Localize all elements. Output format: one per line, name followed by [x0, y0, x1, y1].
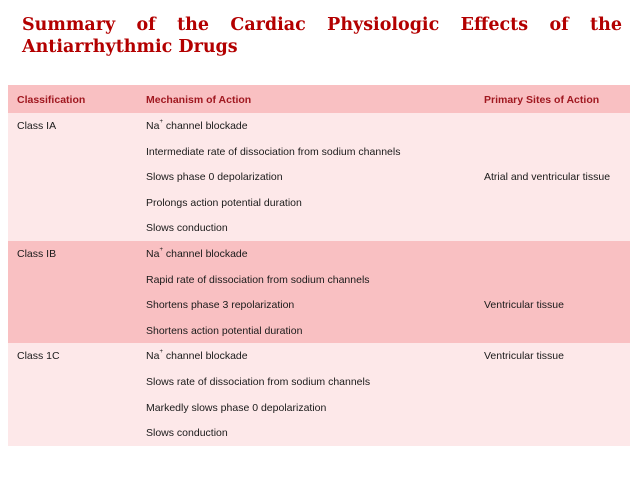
mechanism-text-rest: channel blockade	[162, 120, 248, 132]
mechanism-cell	[146, 248, 248, 260]
superscript-charge: +	[159, 119, 163, 125]
mechanism-text: Shortens action potential duration	[146, 324, 303, 337]
classification-cell: Class IB	[17, 247, 57, 260]
header-primary-sites: Primary Sites of Action	[484, 94, 600, 106]
mechanism-text-rest: channel blockade	[162, 247, 248, 260]
mechanism-text-rest: channel blockade	[162, 350, 248, 363]
mechanism-text: Na	[146, 120, 160, 132]
primary-site-cell: Ventricular tissue	[484, 299, 564, 312]
table-row	[8, 318, 630, 344]
class-group	[8, 343, 630, 445]
mechanism-cell	[146, 171, 283, 183]
primary-site-cell: Atrial and ventricular tissue	[484, 171, 611, 184]
header-classification: Classification	[17, 94, 86, 106]
mechanism-cell	[146, 325, 302, 337]
slide-title-line-1	[22, 14, 622, 36]
mechanism-text: Shortens phase 3 repolarization	[146, 299, 295, 312]
mechanism-cell	[146, 427, 228, 439]
table-row	[8, 267, 630, 293]
table-row	[8, 292, 630, 318]
title-word: the	[590, 15, 622, 35]
table-row	[8, 139, 630, 165]
mechanism-cell	[146, 299, 294, 311]
table-row	[8, 420, 630, 446]
mechanism-cell	[146, 197, 302, 209]
mechanism-text: Na	[146, 247, 160, 260]
table-row	[8, 215, 630, 241]
table-row	[8, 369, 630, 395]
table-row	[8, 343, 630, 369]
mechanism-cell	[146, 376, 370, 388]
superscript-charge: +	[159, 349, 163, 356]
title-word: Cardiac	[230, 15, 306, 35]
mechanism-text: Slows rate of dissociation from sodium channels	[146, 375, 371, 388]
mechanism-text: Na	[146, 350, 160, 363]
mechanism-cell	[146, 146, 400, 158]
table-header-row	[8, 85, 630, 113]
mechanism-text: Slows conduction	[146, 222, 228, 235]
class-group	[8, 241, 630, 343]
mechanism-cell	[146, 222, 228, 234]
mechanism-text: Rapid rate of dissociation from sodium channels	[146, 273, 370, 286]
mechanism-cell	[146, 402, 326, 414]
mechanism-text: Intermediate rate of dissociation from sodium channels	[146, 145, 401, 158]
table-row	[8, 190, 630, 216]
primary-site-cell: Ventricular tissue	[484, 350, 564, 363]
table-row	[8, 241, 630, 267]
mechanism-cell	[146, 350, 248, 362]
mechanism-text: Markedly slows phase 0 depolarization	[146, 401, 327, 414]
antiarrhythmic-table	[8, 85, 630, 446]
title-word: of	[549, 15, 569, 35]
slide-title-line-2: Antiarrhythmic Drugs	[22, 37, 238, 57]
header-mechanism: Mechanism of Action	[146, 94, 252, 106]
title-word: Effects	[460, 15, 529, 35]
superscript-charge: +	[159, 246, 163, 253]
title-word: Summary	[22, 15, 116, 35]
table-row	[8, 113, 630, 139]
slide-title	[22, 14, 622, 58]
mechanism-text: Prolongs action potential duration	[146, 196, 302, 209]
mechanism-cell	[146, 120, 248, 132]
table-body	[8, 113, 630, 446]
classification-cell: Class 1C	[17, 350, 60, 363]
table-row	[8, 164, 630, 190]
classification-cell: Class IA	[17, 120, 57, 132]
title-word: Physiologic	[327, 15, 440, 35]
mechanism-text: Slows conduction	[146, 427, 228, 440]
mechanism-cell	[146, 274, 370, 286]
table-row	[8, 395, 630, 421]
class-group	[8, 113, 630, 241]
title-word: the	[177, 15, 210, 35]
mechanism-text: Slows phase 0 depolarization	[146, 171, 283, 184]
title-word: of	[136, 15, 156, 35]
